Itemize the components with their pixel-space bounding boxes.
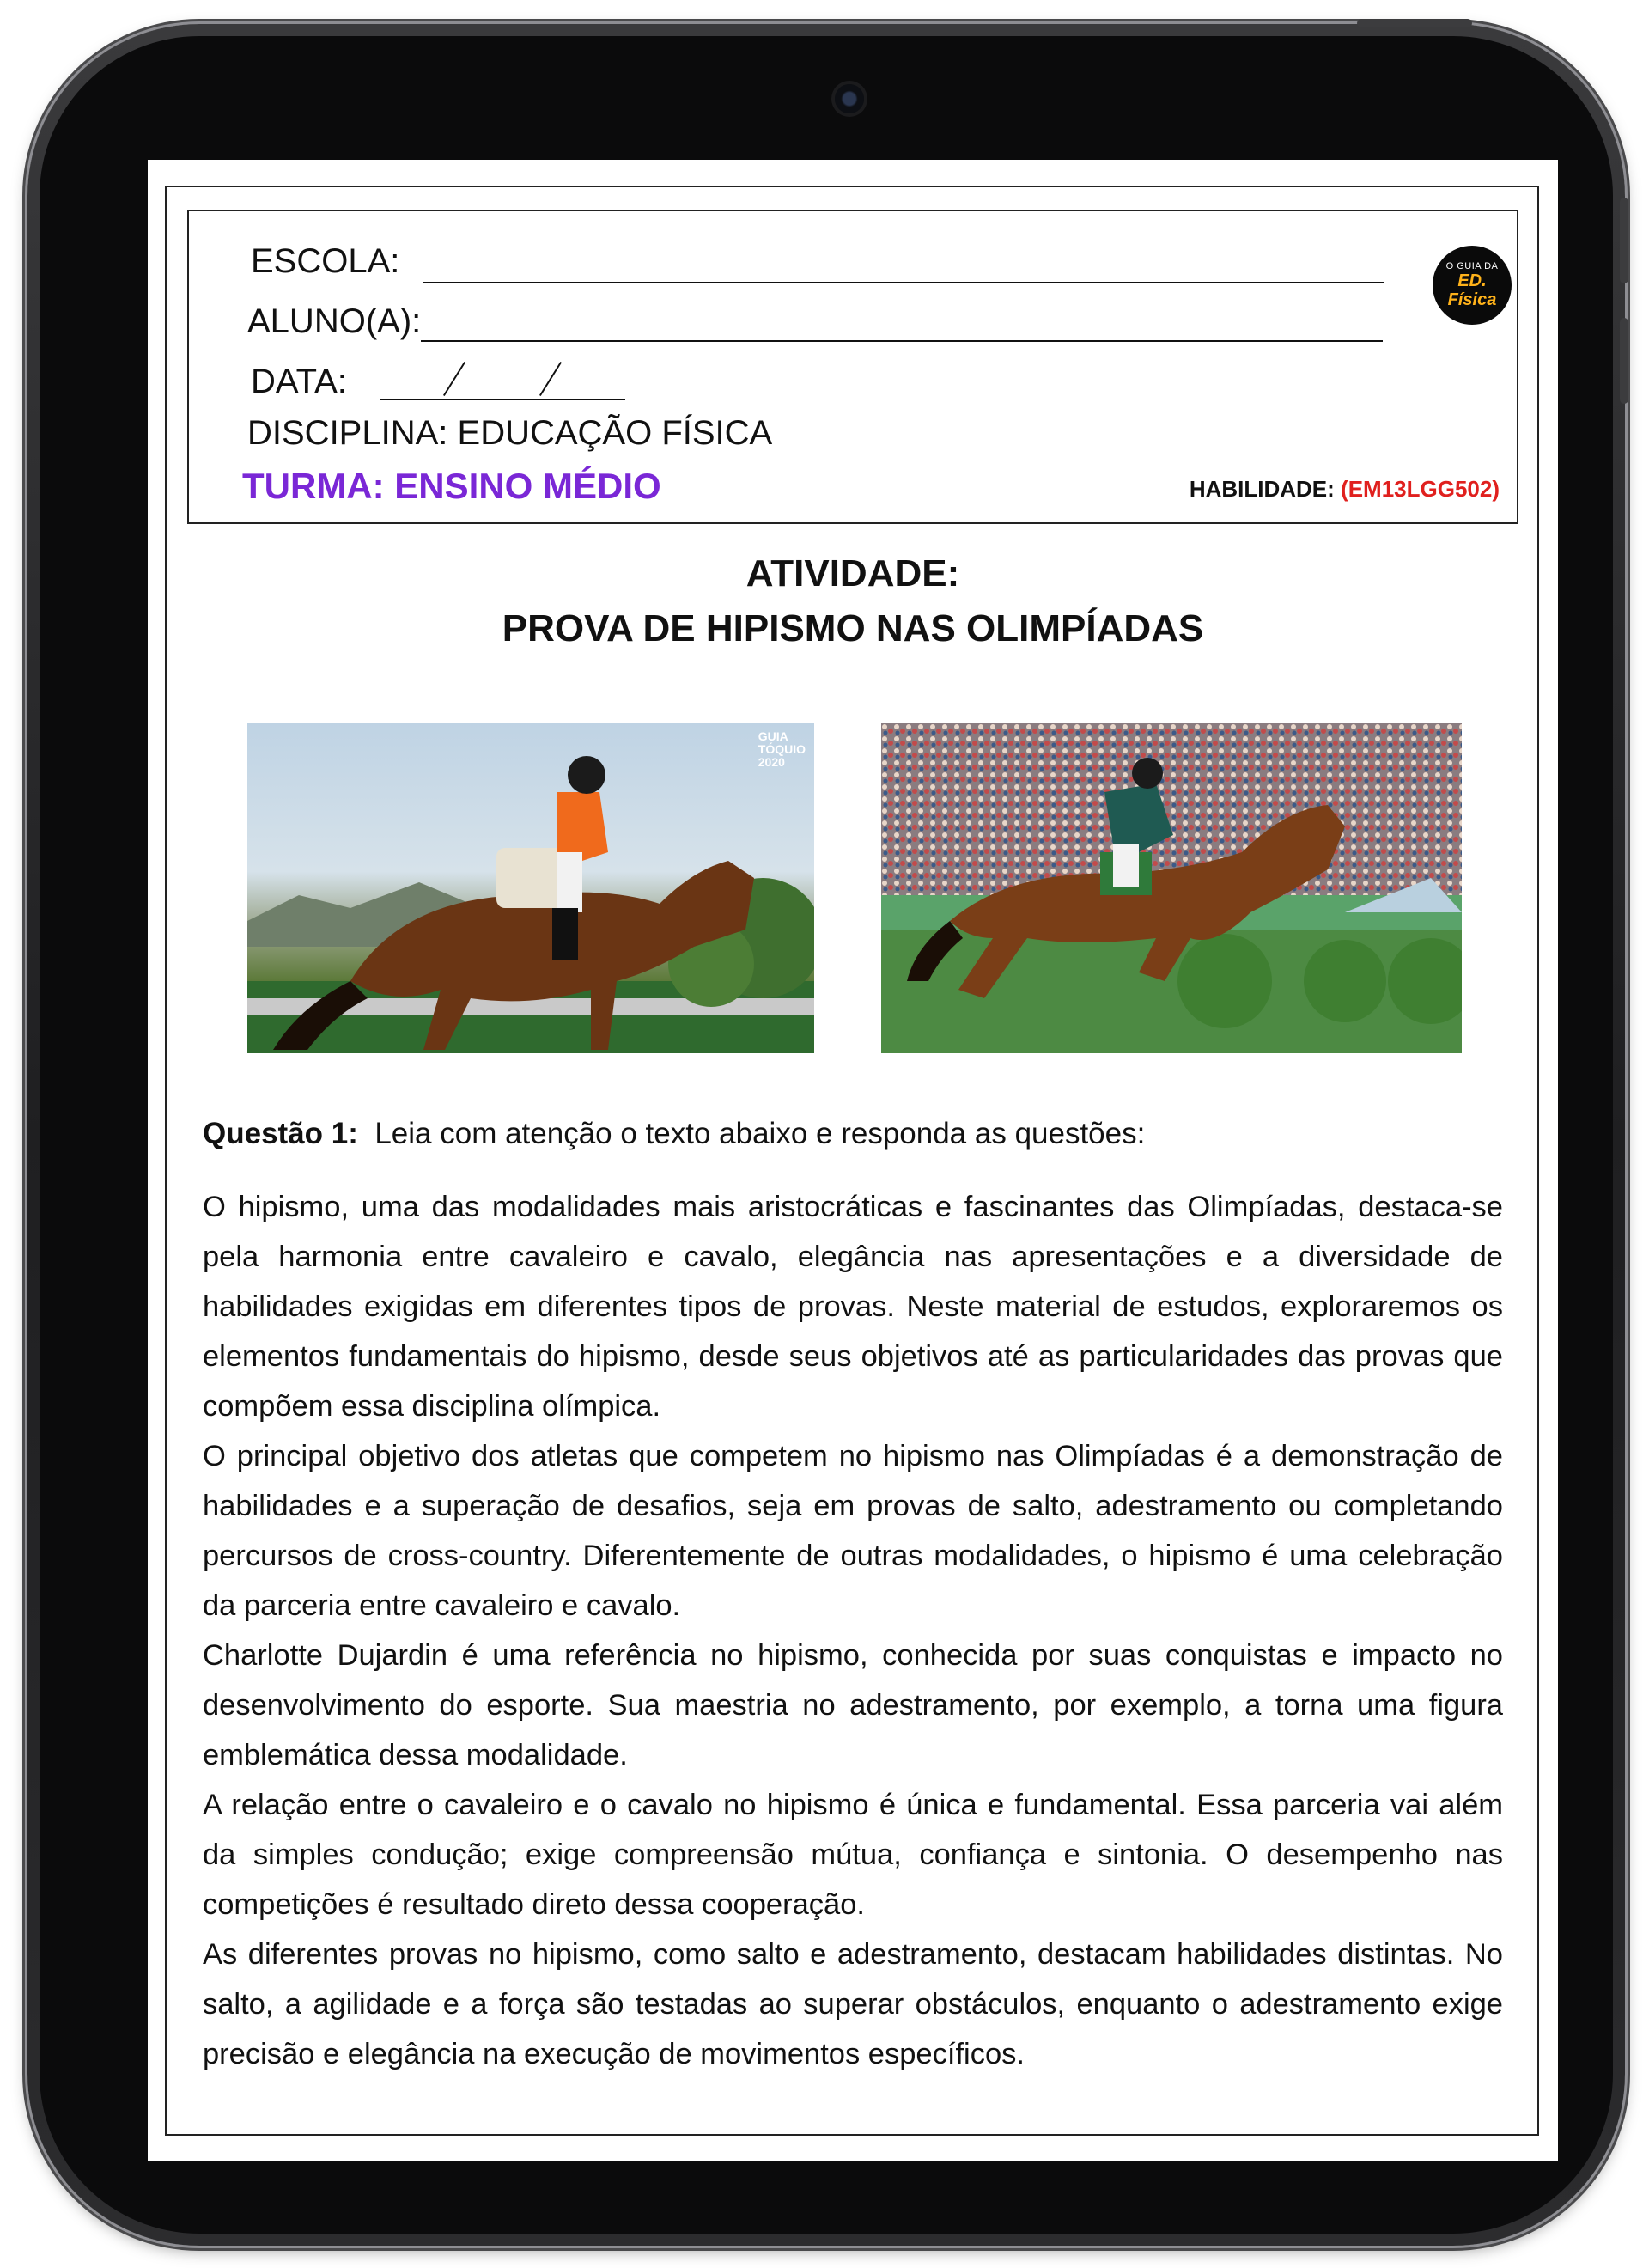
paragraph: As diferentes provas no hipismo, como salto e adestramento, destacam habilidades distintas. No salto, a agilidade e a força são testadas ao superar obstáculos, enquanto o adestramento exige precisão e elegância na execução de movimentos específicos. [203,1938,1503,2070]
habilidade-label [1190,476,1500,503]
paragraph: O principal objetivo dos atletas que competem no hipismo nas Olimpíadas é a demonstração de habilidades e a superação de desafios, seja em provas de salto, adestramento ou completando percursos de cross-country. Diferentemente de outras modalidades, o hipismo é uma celebração da parceria entre cavaleiro e cavalo. [203,1440,1503,1622]
paragraph: A relação entre o cavaleiro e o cavalo no hipismo é única e fundamental. Essa parceria vai além da simples condução; exige compreensão mútua, confiança e sintonia. O desempenho nas competições é resultado direto dessa cooperação. [203,1789,1503,1921]
guia-ed-fisica-logo [1433,246,1512,325]
habilidade-title: HABILIDADE: [1189,476,1335,502]
question-1 [203,1117,1508,1151]
title-line-1: ATIVIDADE: [745,552,960,594]
reading-text [203,1182,1503,2079]
paragraph: O hipismo, uma das modalidades mais aristocráticas e fascinantes das Olimpíadas, destaca-se pela harmonia entre cavaleiro e cavalo, elegância nas apresentações e a diversidade de habilidades exigidas em diferentes tipos de provas. Neste material de estudos, exploraremos os elementos fundamentais do hipismo, desde seus objetivos até as particularidades das provas que compõem essa disciplina olímpica. [203,1191,1503,1423]
volume-up-button [1620,198,1628,284]
title-line-2: PROVA DE HIPISMO NAS OLIMPÍADAS [502,607,1204,649]
aluno-label: ALUNO(A): [247,302,422,340]
data-label: DATA: [251,363,347,400]
document-page[interactable] [148,160,1558,2161]
activity-title [148,546,1558,656]
badge-text: TÓQUIO [758,742,806,756]
tablet-device [27,24,1625,2246]
volume-down-button [1620,318,1628,404]
date-separator [443,362,465,396]
badge-text: GUIA [758,729,788,743]
logo-text-top: O GUIA DA [1445,261,1499,271]
horse-rider-illustration [247,723,814,1053]
turma-label: TURMA: ENSINO MÉDIO [242,466,661,506]
power-button [1357,19,1472,27]
question-prompt: Leia com atenção o texto abaixo e responda as questões: [374,1117,1146,1150]
front-camera [835,84,864,113]
aluno-fill-line[interactable] [421,340,1383,342]
guia-toquio-badge [758,730,806,769]
paragraph: Charlotte Dujardin é uma referência no hipismo, conhecida por suas conquistas e impacto no desenvolvimento do esporte. Sua maestria no adestramento, por exemplo, a torna uma figura emblemática dessa modalidade. [203,1639,1503,1771]
escola-label: ESCOLA: [251,242,400,280]
habilidade-code: (EM13LGG502) [1341,476,1500,502]
photo-equestrian-jump-crowd [881,723,1462,1053]
photo-equestrian-rider-orange [247,723,814,1053]
horse-jump-illustration [881,723,1462,1053]
question-label: Questão 1: [203,1117,358,1150]
student-info-box [187,210,1518,524]
disciplina-label: DISCIPLINA: EDUCAÇÃO FÍSICA [247,414,773,452]
logo-text-main: ED. Física [1447,271,1497,309]
date-separator [539,362,562,396]
escola-fill-line[interactable] [423,282,1384,284]
data-fill-line[interactable] [380,399,625,400]
badge-text: 2020 [758,755,785,769]
